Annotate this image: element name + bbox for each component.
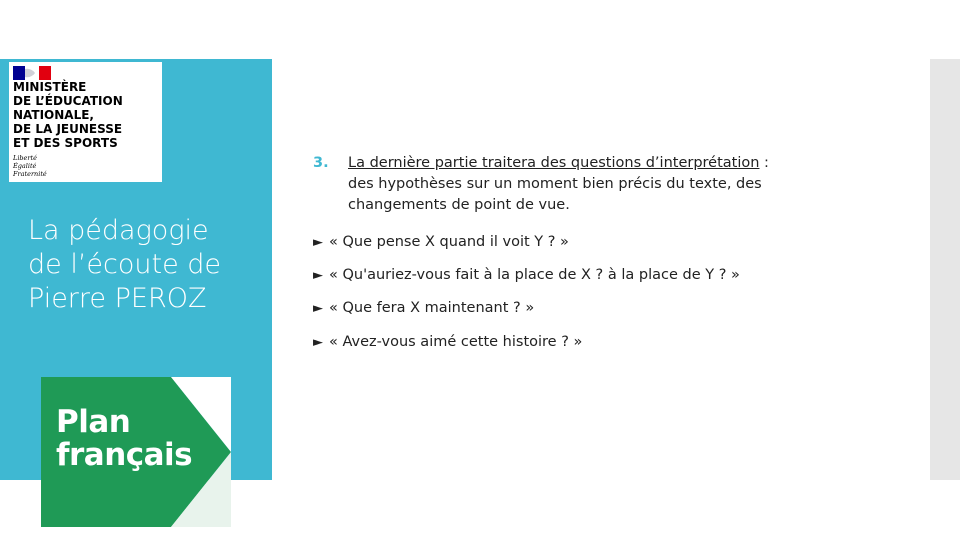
republic-motto: Liberté Égalité Fraternité bbox=[13, 154, 47, 178]
marianne-flag-icon bbox=[13, 66, 51, 80]
bullet-item bbox=[313, 332, 582, 353]
triangle-right-icon: ► bbox=[313, 301, 323, 316]
bullet-text: « Qu'auriez-vous fait à la place de X ? à la place de Y ? » bbox=[329, 267, 740, 283]
item-text: des hypothèses sur un moment bien précis du texte, des changements de point de vue. bbox=[348, 176, 762, 213]
bullet-text: « Que fera X maintenant ? » bbox=[329, 300, 535, 316]
bullet-item bbox=[313, 265, 740, 286]
item-body bbox=[348, 153, 853, 216]
item-heading-suffix: : bbox=[759, 155, 769, 171]
slide-title: La pédagogie de l’écoute de Pierre PEROZ bbox=[28, 215, 222, 314]
bullet-text: « Avez-vous aimé cette histoire ? » bbox=[329, 334, 583, 350]
numbered-item-3 bbox=[313, 153, 853, 216]
triangle-right-icon: ► bbox=[313, 335, 323, 350]
bullet-item bbox=[313, 232, 569, 253]
triangle-right-icon: ► bbox=[313, 235, 323, 250]
plan-francais-text: Plan français bbox=[56, 404, 193, 473]
ministry-logo bbox=[9, 62, 162, 182]
ministry-name: MINISTÈRE DE L’ÉDUCATION NATIONALE, DE LA JEUNESSE ET DES SPORTS bbox=[13, 80, 123, 150]
triangle-right-icon: ► bbox=[313, 268, 323, 283]
bullet-item bbox=[313, 298, 534, 319]
bullet-text: « Que pense X quand il voit Y ? » bbox=[329, 234, 569, 250]
item-heading: La dernière partie traitera des questions d’interprétation bbox=[348, 155, 760, 171]
item-number: 3. bbox=[313, 155, 329, 171]
right-side-bar bbox=[930, 59, 960, 480]
